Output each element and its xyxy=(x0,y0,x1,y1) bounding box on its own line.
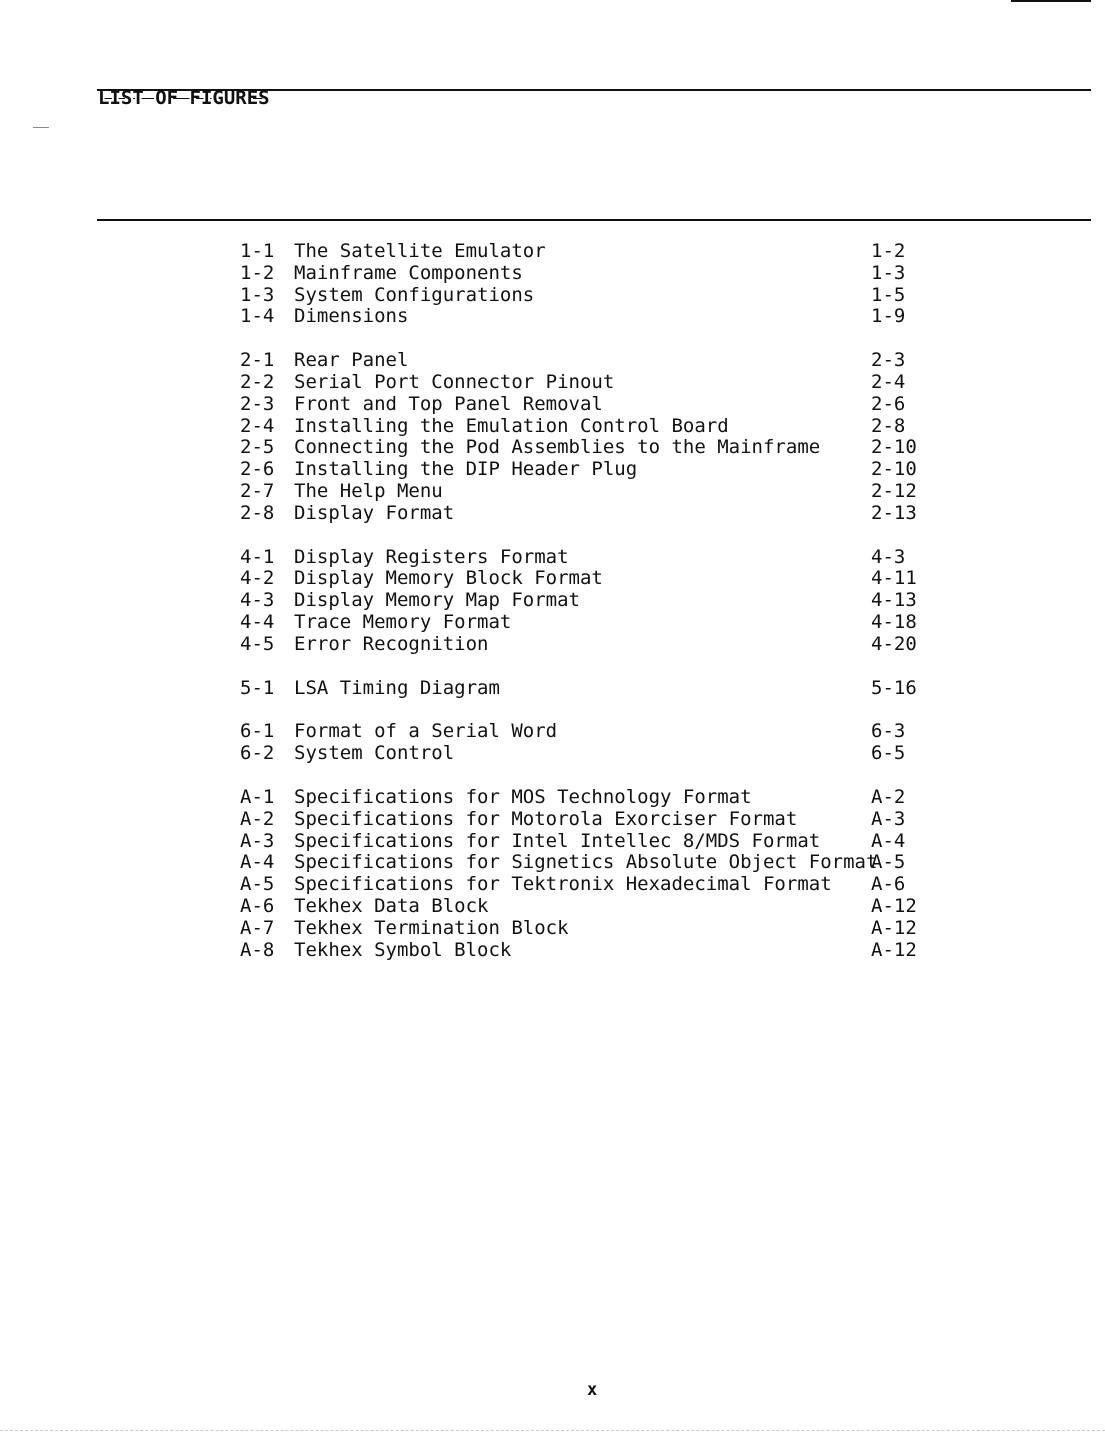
figure-number: A-5 xyxy=(240,873,275,896)
figure-list xyxy=(240,241,940,983)
figure-title: The Satellite Emulator xyxy=(294,240,546,262)
figure-number: 2-3 xyxy=(240,392,275,415)
figure-title: LSA Timing Diagram xyxy=(294,676,500,699)
figure-title: Front and Top Panel Removal xyxy=(294,392,603,415)
figure-title: System Configurations xyxy=(294,283,535,306)
figure-title: Specifications for MOS Technology Format xyxy=(294,785,752,808)
figure-page: 4-18 xyxy=(871,610,917,633)
figure-number: 6-1 xyxy=(240,720,275,743)
figure-title: Specifications for Tektronix Hexadecimal Format xyxy=(294,873,832,896)
figure-number: 2-8 xyxy=(240,501,275,524)
figure-title: The Help Menu xyxy=(294,479,443,502)
figure-page: 2-6 xyxy=(871,392,906,415)
stray-scan-mark xyxy=(33,127,49,128)
figure-page: A-3 xyxy=(871,807,906,830)
bottom-scan-noise xyxy=(0,1430,1105,1431)
figure-entry xyxy=(240,547,940,569)
figure-entry xyxy=(240,678,940,700)
figure-entry xyxy=(240,590,940,612)
figure-title: Installing the DIP Header Plug xyxy=(294,458,638,481)
section-rule xyxy=(97,219,1091,221)
figure-entry xyxy=(240,306,940,328)
figure-title: System Control xyxy=(294,742,455,765)
figure-number: 4-4 xyxy=(240,610,275,633)
figure-entry xyxy=(240,721,940,743)
figure-entry xyxy=(240,372,940,394)
figure-page: 2-13 xyxy=(871,501,917,524)
figure-title: Rear Panel xyxy=(294,349,409,372)
figure-title: Display Memory Map Format xyxy=(294,589,580,612)
figure-title: Specifications for Motorola Exorciser Format xyxy=(294,807,798,830)
figure-page: 4-11 xyxy=(871,567,917,590)
figure-group xyxy=(240,350,940,524)
figure-number: 2-5 xyxy=(240,436,275,459)
figure-page: 4-13 xyxy=(871,589,917,612)
figure-number: A-6 xyxy=(240,894,275,917)
figure-number: 4-3 xyxy=(240,589,275,612)
figure-page: A-12 xyxy=(871,938,917,961)
figure-number: A-2 xyxy=(240,807,275,830)
figure-entry xyxy=(240,634,940,656)
figure-title: Specifications for Signetics Absolute Object Format xyxy=(294,851,878,874)
page-number: x xyxy=(587,1380,598,1400)
figure-number: 4-1 xyxy=(240,545,275,568)
figure-number: 1-1 xyxy=(240,240,275,262)
figure-group xyxy=(240,721,940,765)
figure-number: 4-5 xyxy=(240,632,275,655)
figure-title: Tekhex Symbol Block xyxy=(294,938,512,961)
figure-title: Error Recognition xyxy=(294,632,489,655)
figure-entry xyxy=(240,437,940,459)
figure-page: 2-4 xyxy=(871,370,906,393)
figure-page: A-6 xyxy=(871,873,906,896)
figure-title: Format of a Serial Word xyxy=(294,720,558,743)
figure-page: 1-2 xyxy=(871,240,906,262)
figure-page: 2-12 xyxy=(871,479,917,502)
figure-title: Display Registers Format xyxy=(294,545,569,568)
figure-title: Installing the Emulation Control Board xyxy=(294,414,729,437)
figure-number: A-3 xyxy=(240,829,275,852)
figure-number: A-1 xyxy=(240,785,275,808)
figure-title: Serial Port Connector Pinout xyxy=(294,370,615,393)
figure-number: A-7 xyxy=(240,916,275,939)
page-title: LIST OF FIGURES xyxy=(98,87,270,109)
figure-number: 2-6 xyxy=(240,458,275,481)
figure-title: Dimensions xyxy=(294,305,409,328)
figure-group xyxy=(240,787,940,961)
figure-entry xyxy=(240,350,940,372)
figure-entry xyxy=(240,874,940,896)
figure-number: 4-2 xyxy=(240,567,275,590)
figure-entry xyxy=(240,831,940,853)
figure-page: 2-10 xyxy=(871,436,917,459)
figure-page: 2-8 xyxy=(871,414,906,437)
figure-entry xyxy=(240,940,940,962)
figure-title: Connecting the Pod Assemblies to the Mainframe xyxy=(294,436,821,459)
figure-entry xyxy=(240,809,940,831)
figure-title: Mainframe Components xyxy=(294,261,523,284)
figure-entry xyxy=(240,285,940,307)
figure-title: Display Format xyxy=(294,501,455,524)
figure-entry xyxy=(240,787,940,809)
figure-entry xyxy=(240,481,940,503)
figure-title: Tekhex Termination Block xyxy=(294,916,569,939)
figure-number: 5-1 xyxy=(240,676,275,699)
figure-entry xyxy=(240,852,940,874)
figure-number: A-4 xyxy=(240,851,275,874)
figure-number: 2-7 xyxy=(240,479,275,502)
figure-page: A-12 xyxy=(871,894,917,917)
figure-page: 4-3 xyxy=(871,545,906,568)
figure-number: 2-1 xyxy=(240,349,275,372)
figure-group xyxy=(240,678,940,700)
figure-number: 1-2 xyxy=(240,261,275,284)
figure-entry xyxy=(240,612,940,634)
figure-entry xyxy=(240,394,940,416)
figure-title: Trace Memory Format xyxy=(294,610,512,633)
figure-number: 1-4 xyxy=(240,305,275,328)
figure-number: 2-4 xyxy=(240,414,275,437)
figure-number: 2-2 xyxy=(240,370,275,393)
figure-entry xyxy=(240,918,940,940)
figure-page: 5-16 xyxy=(871,676,917,699)
figure-page: 1-9 xyxy=(871,305,906,328)
figure-page: A-12 xyxy=(871,916,917,939)
figure-entry xyxy=(240,241,940,263)
figure-entry xyxy=(240,568,940,590)
figure-number: 1-3 xyxy=(240,283,275,306)
figure-title: Specifications for Intel Intellec 8/MDS Format xyxy=(294,829,821,852)
figure-page: A-5 xyxy=(871,851,906,874)
figure-group xyxy=(240,241,940,328)
figure-number: A-8 xyxy=(240,938,275,961)
figure-page: 6-5 xyxy=(871,742,906,765)
figure-entry xyxy=(240,263,940,285)
figure-page: 6-3 xyxy=(871,720,906,743)
figure-page: 4-20 xyxy=(871,632,917,655)
figure-entry xyxy=(240,416,940,438)
corner-scan-mark xyxy=(1011,0,1091,2)
figure-group xyxy=(240,547,940,656)
figure-number: 6-2 xyxy=(240,742,275,765)
figure-page: A-4 xyxy=(871,829,906,852)
figure-page: 2-3 xyxy=(871,349,906,372)
figure-entry xyxy=(240,896,940,918)
figure-page: 2-10 xyxy=(871,458,917,481)
figure-page: 1-5 xyxy=(871,283,906,306)
figure-entry xyxy=(240,503,940,525)
figure-title: Tekhex Data Block xyxy=(294,894,489,917)
figure-title: Display Memory Block Format xyxy=(294,567,603,590)
figure-entry xyxy=(240,459,940,481)
figure-entry xyxy=(240,743,940,765)
figure-page: A-2 xyxy=(871,785,906,808)
figure-page: 1-3 xyxy=(871,261,906,284)
